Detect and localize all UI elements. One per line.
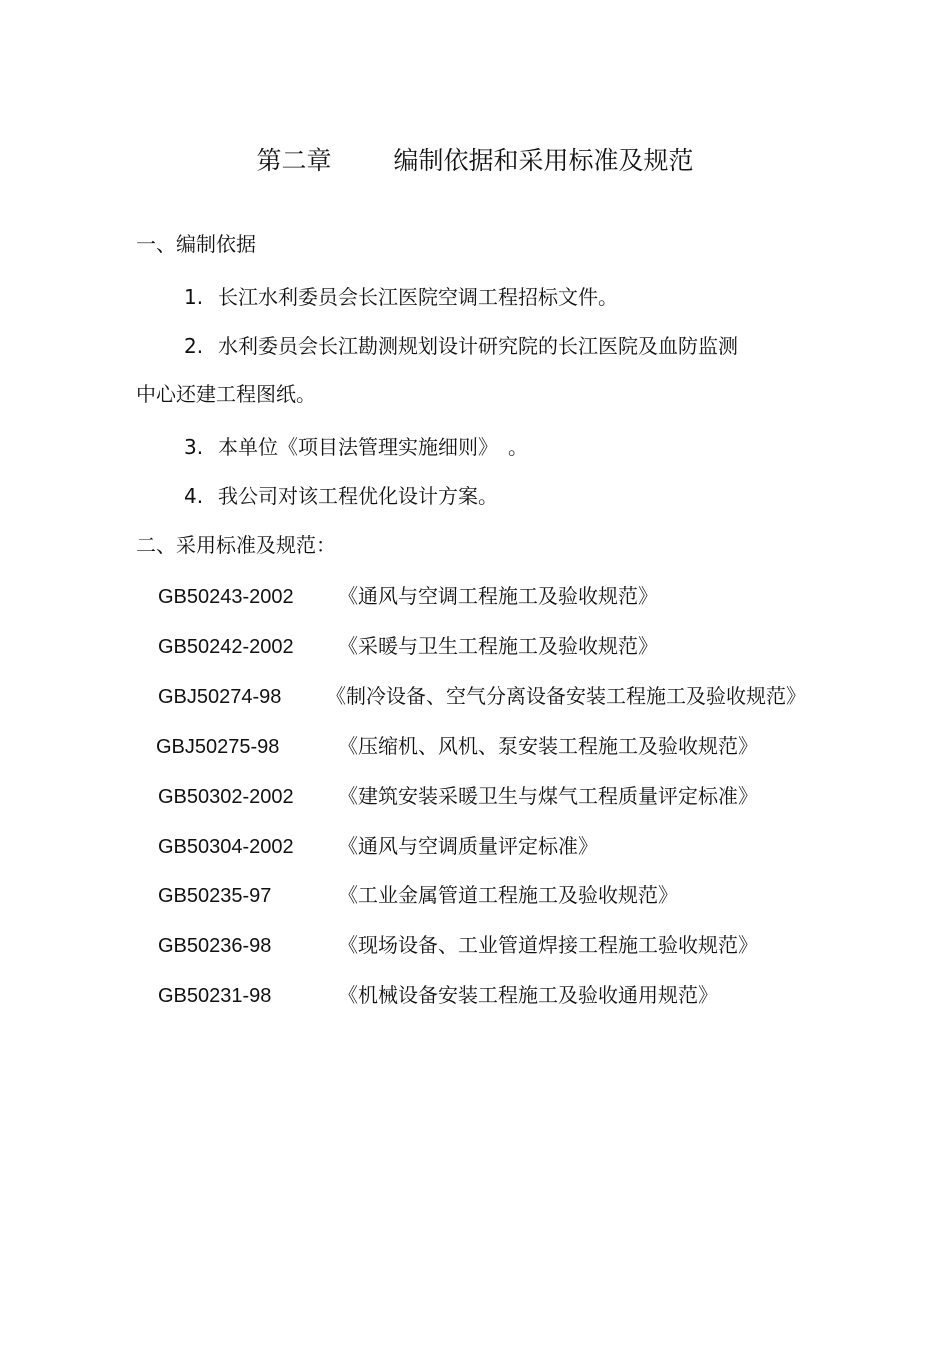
section-heading-standards: 二、采用标准及规范： — [136, 533, 336, 557]
standard-row — [158, 831, 598, 862]
standard-name: 《建筑安装采暖卫生与煤气工程质量评定标准》 — [338, 784, 758, 808]
chapter-heading: 编制依据和采用标准及规范 — [393, 146, 694, 175]
standard-row — [158, 781, 758, 812]
standard-row — [158, 930, 758, 961]
standard-row — [158, 681, 806, 712]
item-number: 3. — [184, 435, 204, 459]
standard-code: GBJ50274-98 — [158, 686, 282, 708]
standard-code: GB50235-97 — [158, 885, 272, 907]
standard-code: GB50302-2002 — [158, 786, 294, 808]
item-number: 4. — [184, 484, 204, 508]
item-text: 本单位《项目法管理实施细则》 。 — [218, 435, 528, 459]
standard-row — [158, 880, 678, 911]
standard-row — [156, 731, 758, 762]
standard-code: GB50231-98 — [158, 985, 272, 1007]
item-text: 我公司对该工程优化设计方案。 — [218, 484, 498, 508]
standard-name: 《压缩机、风机、泵安装工程施工及验收规范》 — [338, 734, 758, 758]
basis-item — [184, 432, 528, 462]
standard-name: 《制冷设备、空气分离设备安装工程施工及验收规范》 — [326, 684, 806, 708]
standard-code: GBJ50275-98 — [156, 736, 280, 758]
standard-code: GB50242-2002 — [158, 636, 294, 658]
standard-row — [158, 631, 658, 662]
basis-item — [184, 282, 618, 312]
standard-name: 《采暖与卫生工程施工及验收规范》 — [338, 634, 658, 658]
item-text: 长江水利委员会长江医院空调工程招标文件。 — [218, 285, 618, 309]
standard-name: 《现场设备、工业管道焊接工程施工验收规范》 — [338, 933, 758, 957]
item-number: 2. — [184, 334, 204, 358]
section-heading-basis: 一、编制依据 — [136, 232, 256, 256]
basis-item — [184, 481, 498, 511]
standard-name: 《通风与空调工程施工及验收规范》 — [338, 584, 658, 608]
chapter-number: 第二章 — [256, 146, 332, 175]
standard-code: GB50243-2002 — [158, 586, 294, 608]
basis-item — [184, 331, 738, 361]
chapter-title — [0, 143, 950, 179]
item-text: 水利委员会长江勘测规划设计研究院的长江医院及血防监测 — [218, 334, 738, 358]
item-number: 1. — [184, 285, 204, 309]
standard-name: 《工业金属管道工程施工及验收规范》 — [338, 883, 678, 907]
basis-item-continuation: 中心还建工程图纸。 — [136, 382, 316, 406]
standard-row — [158, 581, 658, 612]
standard-code: GB50304-2002 — [158, 836, 294, 858]
standard-name: 《通风与空调质量评定标准》 — [338, 834, 598, 858]
standard-row — [158, 980, 718, 1011]
standard-name: 《机械设备安装工程施工及验收通用规范》 — [338, 983, 718, 1007]
standard-code: GB50236-98 — [158, 935, 272, 957]
